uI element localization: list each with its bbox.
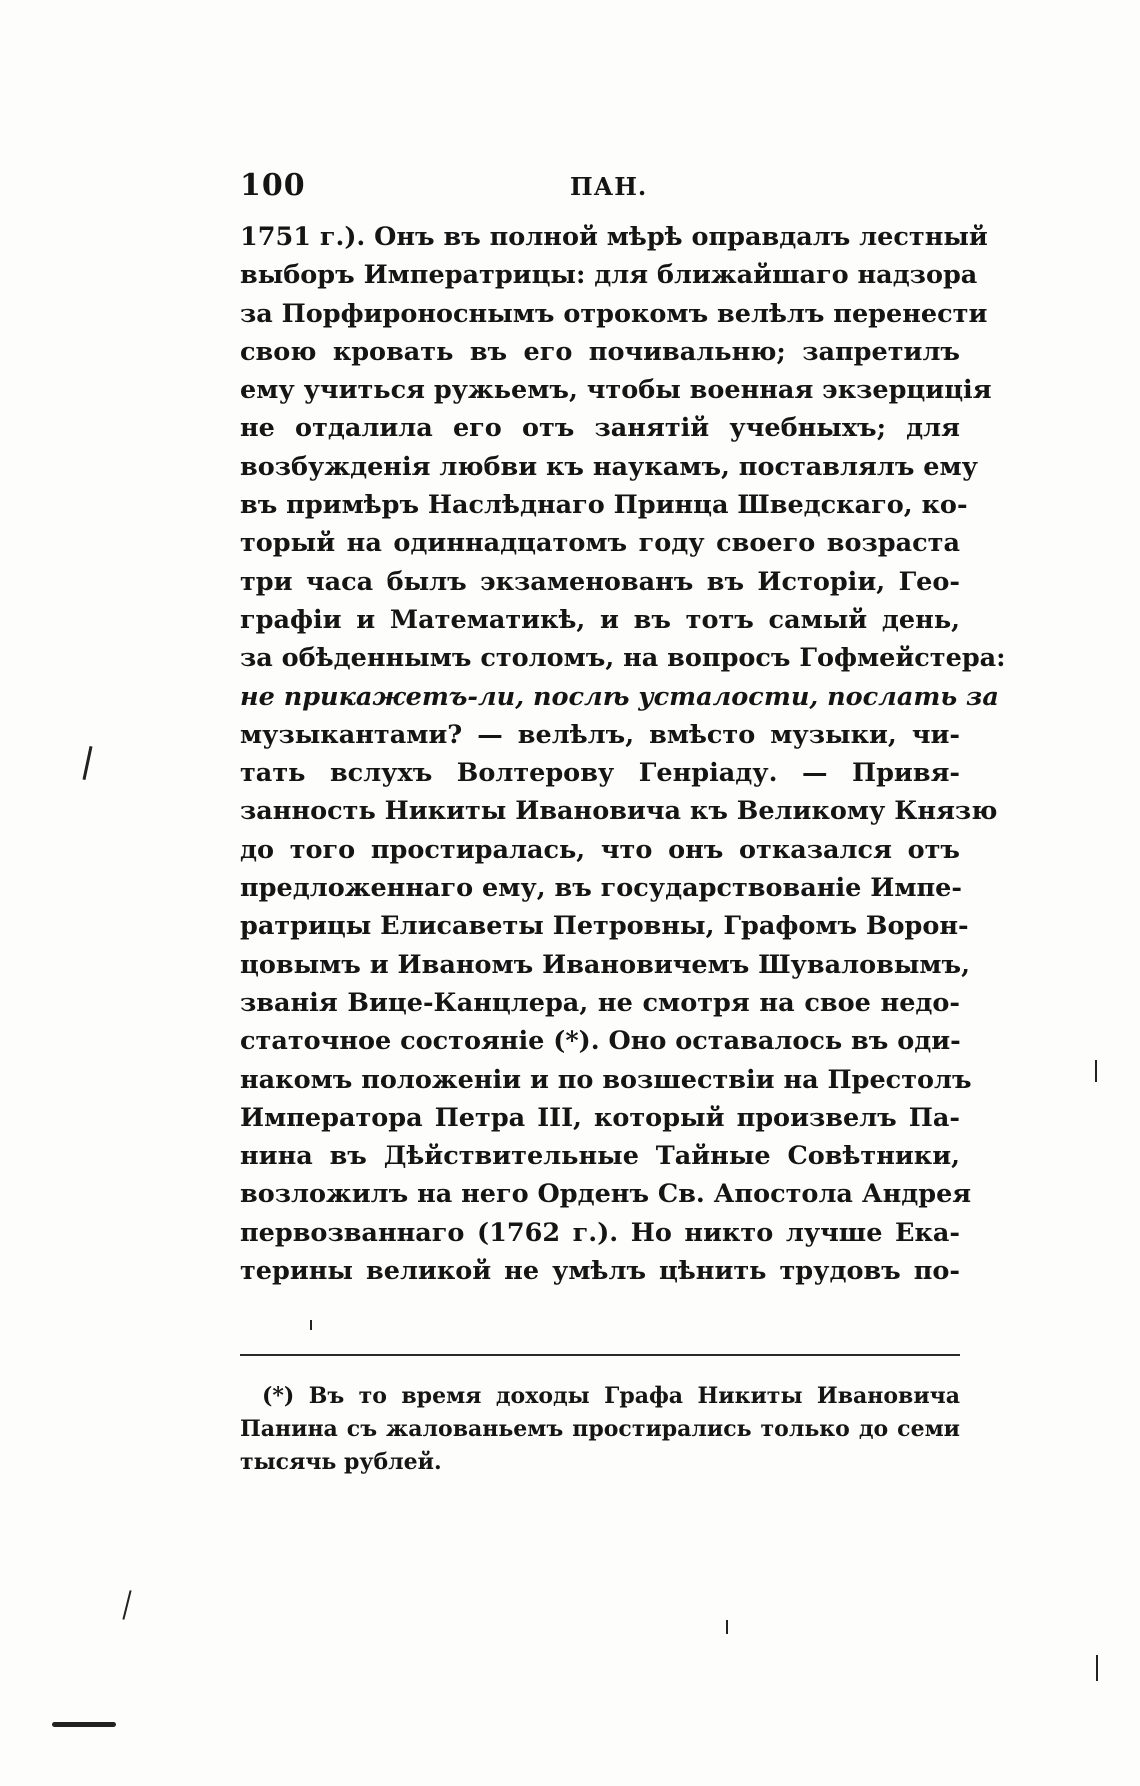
margin-mark xyxy=(1096,1655,1098,1681)
text-line: не отдалила его отъ занятій учебныхъ; для xyxy=(240,413,960,444)
text-line: званія Вице-Канцлера, не смотря на свое недо- xyxy=(240,987,960,1018)
margin-mark xyxy=(310,1320,312,1330)
running-head: ПАН. xyxy=(570,172,648,201)
text-line: возбужденія любви къ наукамъ, поставлялъ ему xyxy=(240,451,978,482)
text-line: предложеннаго ему, въ государствованіе Импе- xyxy=(240,873,962,904)
text-line: выборъ Императрицы: для ближайшаго надзора xyxy=(240,260,978,291)
text-line: тать вслухъ Волтерову Генріаду. — Привя- xyxy=(240,758,960,789)
page-header xyxy=(240,168,960,208)
text-line: статочное состояніе (*). Оно оставалось въ оди- xyxy=(240,1026,961,1057)
text-line: за обѣденнымъ столомъ, на вопросъ Гофмейстера: xyxy=(240,643,1006,674)
footnote-line: тысячь рублей. xyxy=(240,1449,442,1475)
text-line: цовымъ и Иваномъ Ивановичемъ Шуваловымъ, xyxy=(240,949,970,980)
text-line: возложилъ на него Орденъ Св. Апостола Андрея xyxy=(240,1179,972,1210)
footnote-line: (*) Въ то время доходы Графа Никиты Ивановича xyxy=(262,1383,960,1409)
text-line: ему учиться ружьемъ, чтобы военная экзерциція xyxy=(240,375,992,406)
text-line: ратрицы Елисаветы Петровны, Графомъ Ворон- xyxy=(240,911,969,942)
margin-mark xyxy=(82,746,92,780)
margin-mark xyxy=(52,1722,116,1727)
text-line-italic: не прикажетъ-ли, послѣ усталости, послать за xyxy=(240,681,999,712)
text-line: до того простиралась, что онъ отказался отъ xyxy=(240,834,960,865)
text-line: графіи и Математикѣ, и въ тотъ самый день, xyxy=(240,604,960,635)
text-line: три часа былъ экзаменованъ въ Исторіи, Гео- xyxy=(240,566,960,597)
body-text xyxy=(240,218,1006,1290)
text-line: занность Никиты Ивановича къ Великому Князю xyxy=(240,796,998,827)
text-line: свою кровать въ его почивальню; запретилъ xyxy=(240,336,960,367)
text-line: 1751 г.). Онъ въ полной мѣрѣ оправдалъ лестный xyxy=(240,222,988,252)
text-line: въ примѣръ Наслѣднаго Принца Шведскаго, ко- xyxy=(240,490,968,521)
text-line: за Порфироноснымъ отрокомъ велѣлъ перенести xyxy=(240,298,988,329)
text-line: первозваннаго (1762 г.). Но никто лучше Ека- xyxy=(240,1217,960,1248)
text-line: Императора Петра III, который произвелъ Па- xyxy=(240,1102,960,1133)
text-line: музыкантами? — велѣлъ, вмѣсто музыки, чи- xyxy=(240,719,960,750)
footnote xyxy=(240,1380,960,1479)
footnote-divider xyxy=(240,1354,960,1356)
footnote-line: Панина съ жалованьемъ простирались только до семи xyxy=(240,1416,960,1442)
page-number: 100 xyxy=(240,168,306,203)
text-line: накомъ положеніи и по возшествіи на Престолъ xyxy=(240,1064,972,1095)
text-line: торый на одиннадцатомъ году своего возраста xyxy=(240,528,960,559)
margin-mark xyxy=(122,1590,131,1620)
margin-mark xyxy=(726,1620,728,1634)
text-line: нина въ Дѣйствительные Тайные Совѣтники, xyxy=(240,1141,960,1172)
margin-mark xyxy=(1095,1060,1097,1082)
text-line: терины великой не умѣлъ цѣнить трудовъ по- xyxy=(240,1256,960,1287)
